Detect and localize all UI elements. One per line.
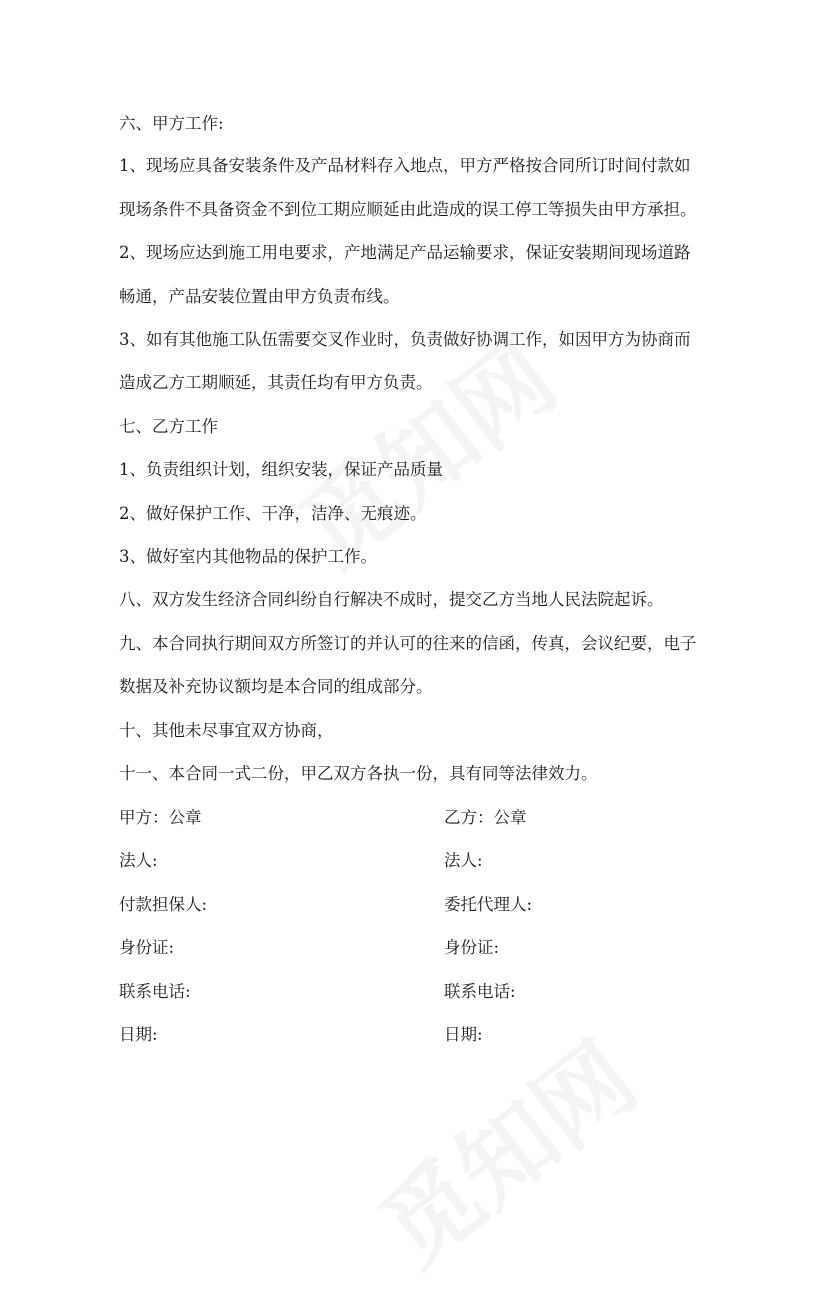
party-b-id: 身份证: bbox=[444, 938, 500, 957]
section-six-item-1: 1、现场应具备安装条件及产品材料存入地点，甲方严格按合同所订时间付款如 bbox=[119, 156, 691, 175]
party-a-legal: 法人: bbox=[119, 851, 158, 870]
section-ten: 十、其他未尽事宜双方协商， bbox=[119, 721, 334, 740]
party-a-seal: 甲方：公章 bbox=[119, 808, 202, 827]
party-b-agent: 委托代理人: bbox=[444, 895, 533, 914]
section-six-title: 六、甲方工作: bbox=[119, 114, 224, 133]
section-six-item-3-cont: 造成乙方工期顺延，其责任均有甲方负责。 bbox=[119, 373, 433, 392]
section-nine-cont: 数据及补充协议额均是本合同的组成部分。 bbox=[119, 677, 433, 696]
section-six-item-1-cont: 现场条件不具备资金不到位工期应顺延由此造成的误工停工等损失由甲方承担。 bbox=[119, 200, 697, 219]
section-six-item-2: 2、现场应达到施工用电要求，产地满足产品运输要求，保证安装期间现场道路 bbox=[119, 243, 691, 262]
section-eleven: 十一、本合同一式二份，甲乙双方各执一份，具有同等法律效力。 bbox=[119, 764, 598, 783]
section-seven-item-2: 2、做好保护工作、干净，洁净、无痕迹。 bbox=[119, 504, 427, 523]
party-b-seal: 乙方：公章 bbox=[444, 808, 527, 827]
section-seven-item-1: 1、负责组织计划，组织安装，保证产品质量 bbox=[119, 460, 443, 479]
section-six-item-2-cont: 畅通，产品安装位置由甲方负责布线。 bbox=[119, 287, 400, 306]
party-a-phone: 联系电话: bbox=[119, 982, 191, 1001]
watermark bbox=[348, 1006, 659, 1291]
party-b-phone: 联系电话: bbox=[444, 982, 516, 1001]
party-b-legal: 法人: bbox=[444, 851, 483, 870]
party-a-date: 日期: bbox=[119, 1025, 158, 1044]
section-seven-title: 七、乙方工作 bbox=[119, 417, 218, 436]
party-a-guarantor: 付款担保人: bbox=[119, 895, 208, 914]
section-six-item-3: 3、如有其他施工队伍需要交叉作业时，负责做好协调工作，如因甲方为协商而 bbox=[119, 330, 691, 349]
section-nine: 九、本合同执行期间双方所签订的并认可的往来的信函，传真，会议纪要，电子 bbox=[119, 634, 697, 653]
party-a-id: 身份证: bbox=[119, 938, 175, 957]
section-seven-item-3: 3、做好室内其他物品的保护工作。 bbox=[119, 547, 377, 566]
party-b-date: 日期: bbox=[444, 1025, 483, 1044]
section-eight: 八、双方发生经济合同纠纷自行解决不成时，提交乙方当地人民法院起诉。 bbox=[119, 590, 664, 609]
